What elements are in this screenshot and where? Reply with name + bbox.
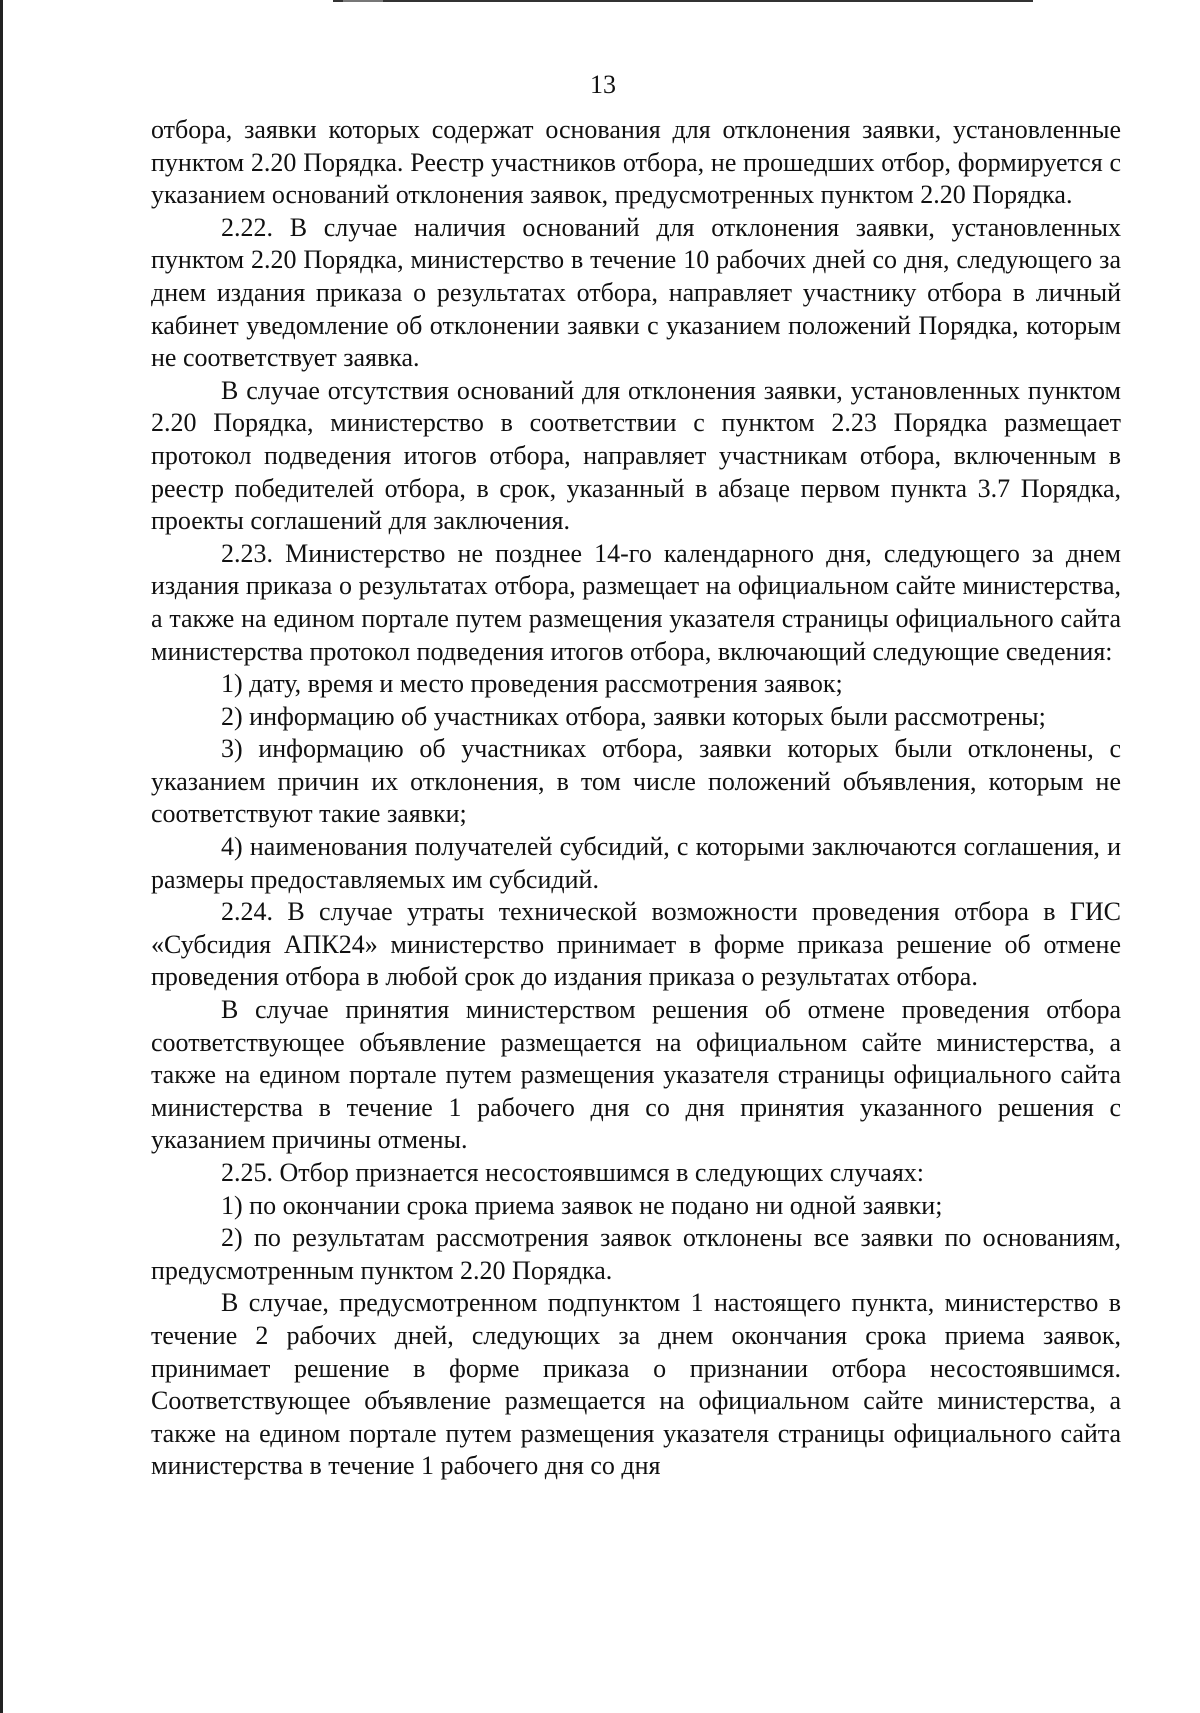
list-item-4: 4) наименования получателей субсидий, с которыми заключаются соглашения, и размеры предоставляемых им субсидий. (151, 832, 1121, 894)
paragraph-2-23: 2.23. Министерство не позднее 14-го календарного дня, следующего за днем издания приказа о результатах отбора, размещает на официальном сайте министерства, а также на едином портале путем размещения указателя страницы официального сайта министерства протокол подведения итогов отбора, включающий следующие сведения: (151, 538, 1121, 666)
paragraph-no-grounds: В случае отсутствия оснований для отклонения заявки, установленных пунктом 2.20 Порядка, министерство в соответствии с пунктом 2.23 Порядка размещает протокол подведения итогов отбора, направляет участникам отбора, включенным в реестр победителей отбора, в срок, указанный в абзаце первом пункта 3.7 Порядка, проекты соглашений для заключения. (151, 375, 1121, 536)
list-item-failed-1: 1) по окончании срока приема заявок не подано ни одной заявки; (221, 1190, 943, 1220)
top-edge-mark (343, 0, 383, 2)
page-number: 13 (590, 70, 616, 99)
paragraph-case-subpoint-1: В случае, предусмотренном подпунктом 1 настоящего пункта, министерство в течение 2 рабочих дней, следующих за днем окончания срока приема заявок, принимает решение в форме приказа о признании отбора несостоявшимся. Соответствующее объявление размещается на официальном сайте министерства, а также на едином портале путем размещения указателя страницы официального сайта министерства в течение 1 рабочего дня со дня (151, 1288, 1121, 1481)
list-item-2: 2) информацию об участниках отбора, заявки которых были рассмотрены; (221, 701, 1046, 731)
paragraph-2-24: 2.24. В случае утраты технической возможности проведения отбора в ГИС «Субсидия АПК24» министерство принимает в форме приказа решение об отмене проведения отбора в любой срок до издания приказа о результатах отбора. (151, 897, 1121, 992)
list-item-3: 3) информацию об участниках отбора, заявки которых были отклонены, с указанием причин их отклонения, в том числе положений объявления, которым не соответствуют такие заявки; (151, 734, 1121, 829)
list-item-1: 1) дату, время и место проведения рассмотрения заявок; (221, 669, 843, 699)
top-edge-rule (333, 0, 1033, 2)
document-body (151, 114, 1121, 1483)
list-item-failed-2: 2) по результатам рассмотрения заявок отклонены все заявки по основаниям, предусмотренным пунктом 2.20 Порядка. (151, 1223, 1121, 1285)
paragraph-cancellation: В случае принятия министерством решения об отмене проведения отбора соответствующее объявление размещается на официальном сайте министерства, а также на едином портале путем размещения указателя страницы официального сайта министерства в течение 1 рабочего дня со дня принятия указанного решения с указанием причины отмены. (151, 995, 1121, 1155)
paragraph-2-25: 2.25. Отбор признается несостоявшимся в следующих случаях: (221, 1158, 925, 1187)
paragraph-2-22: 2.22. В случае наличия оснований для отклонения заявки, установленных пунктом 2.20 Порядка, министерство в течение 10 рабочих дней со дня, следующего за днем издания приказа о результатах отбора, направляет участнику отбора в личный кабинет уведомление об отклонении заявки с указанием положений Порядка, которым не соответствует заявка. (151, 212, 1121, 373)
paragraph-continuation: отбора, заявки которых содержат основания для отклонения заявки, установленные пунктом 2.20 Порядка. Реестр участников отбора, не прошедших отбор, формируется с указанием оснований отклонения заявок, предусмотренных пунктом 2.20 Порядка. (151, 115, 1121, 210)
